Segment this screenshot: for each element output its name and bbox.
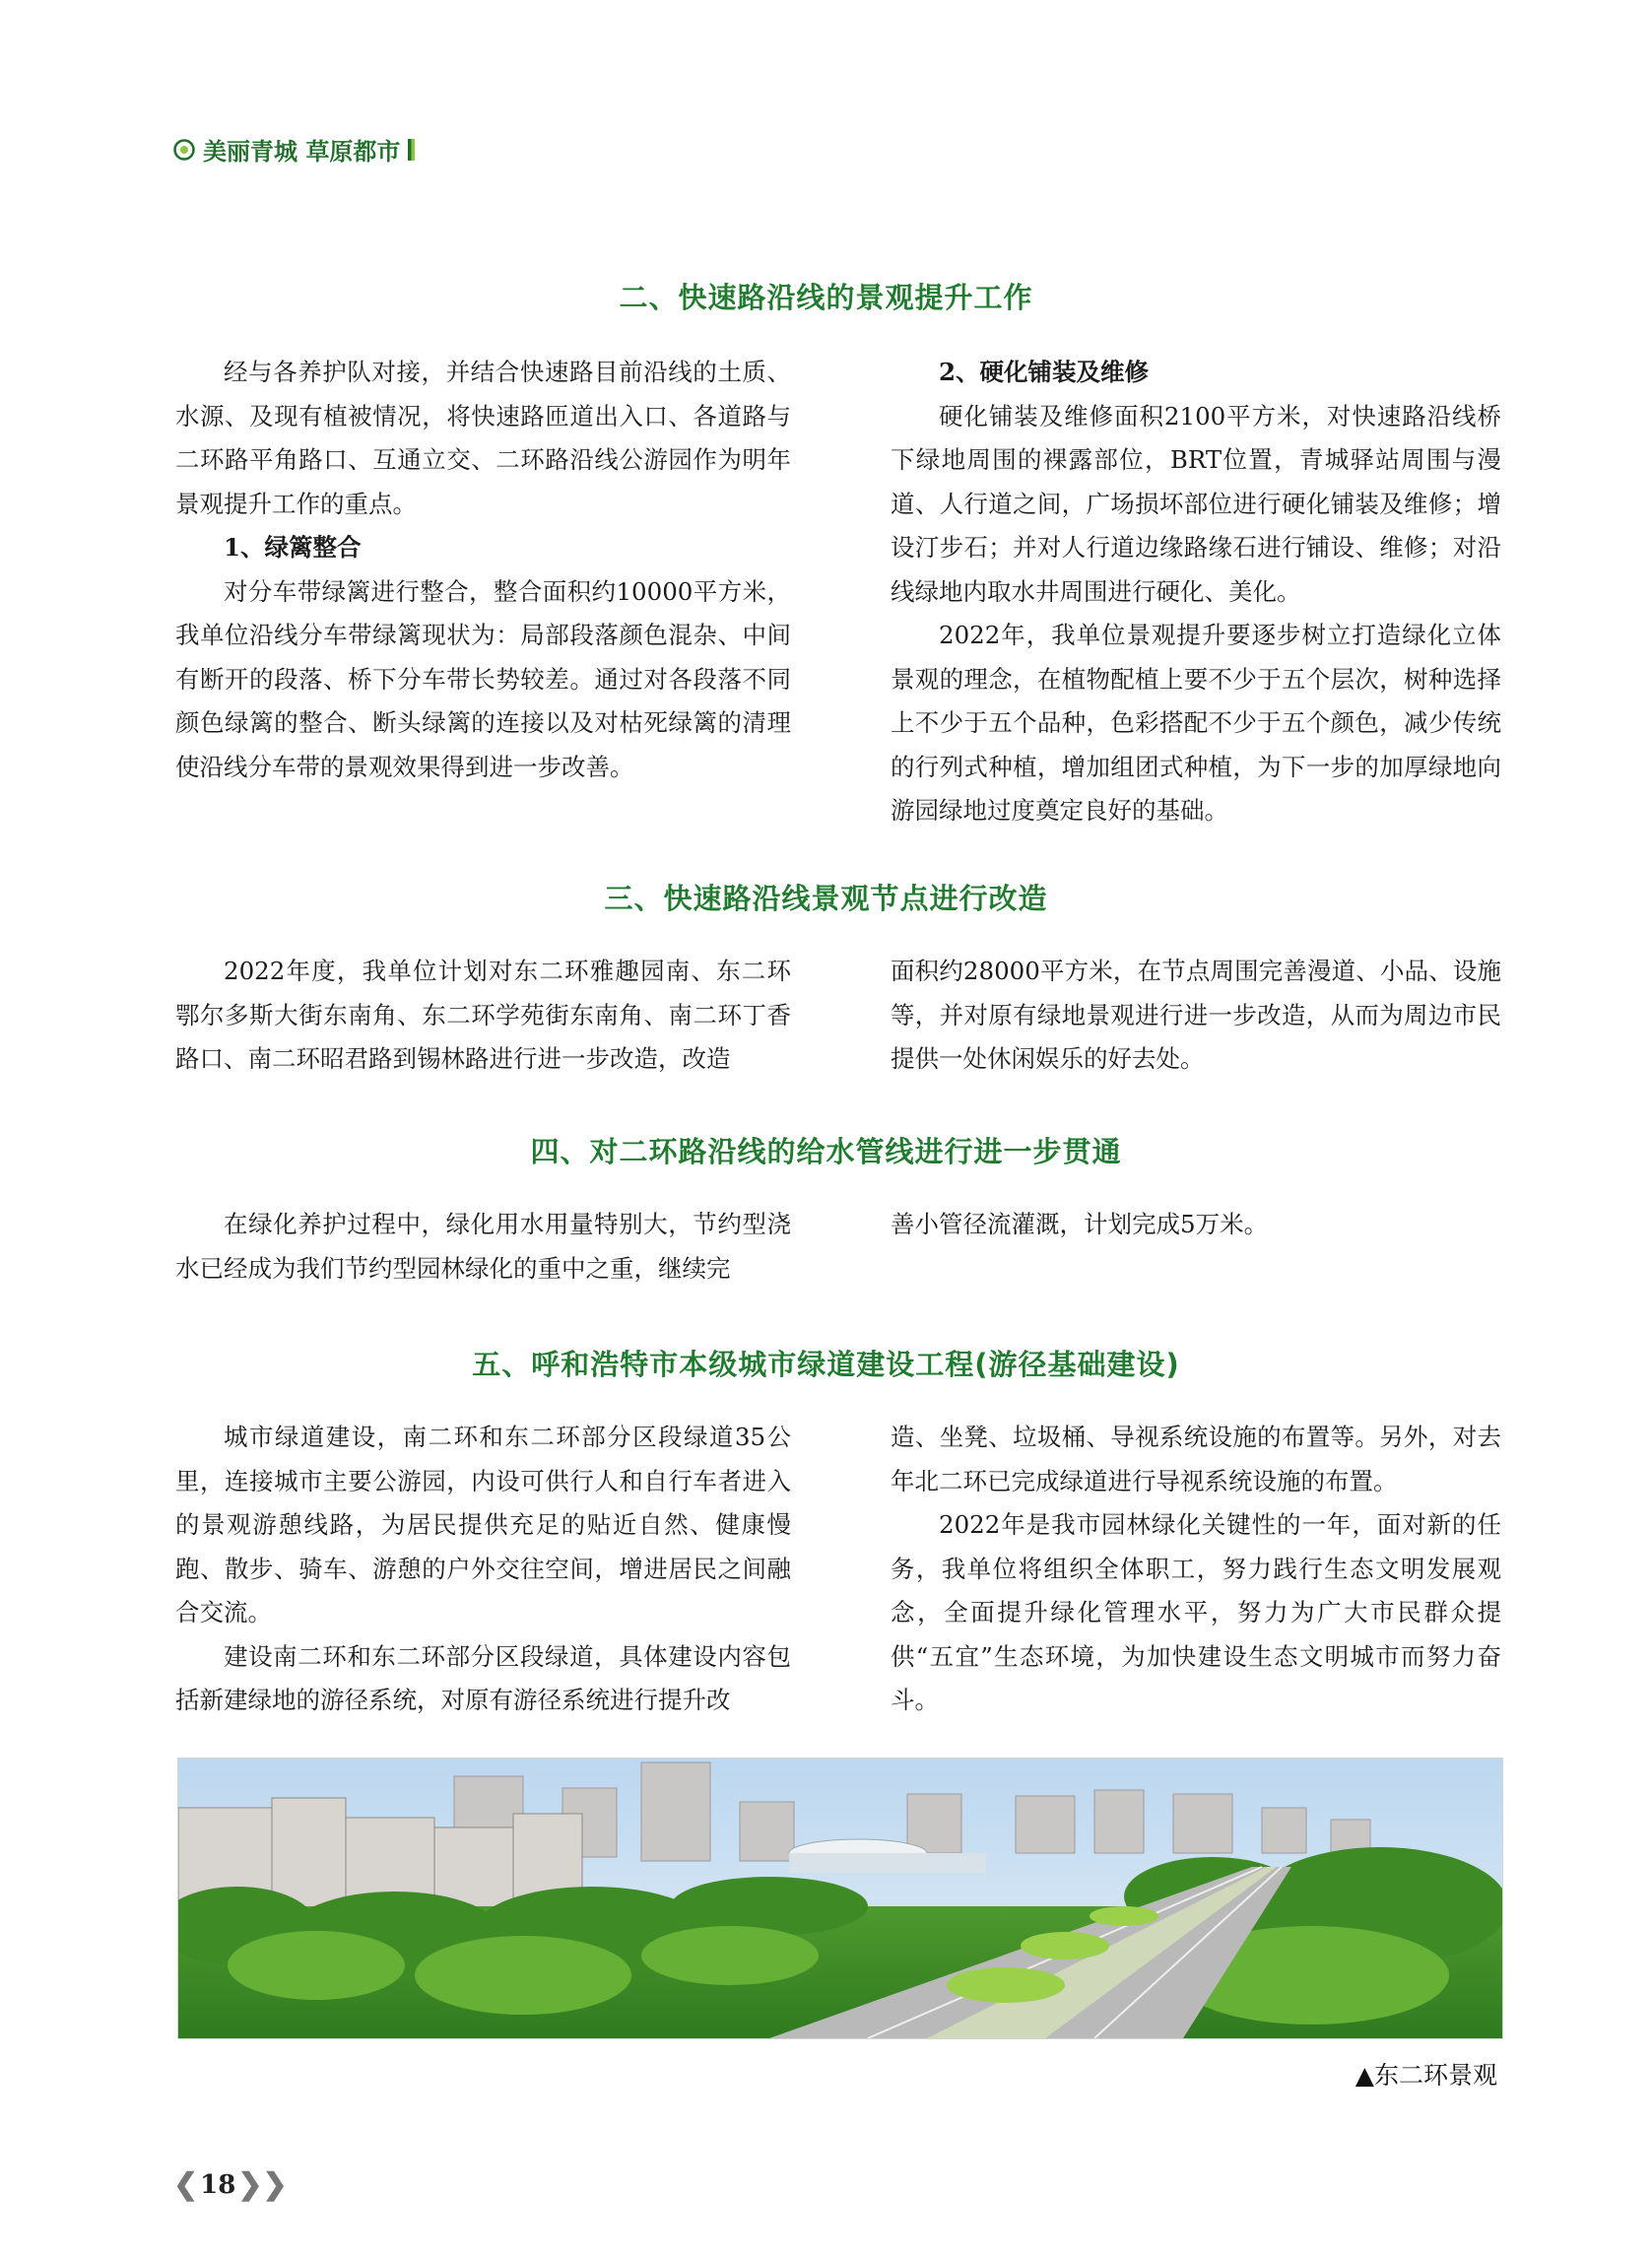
paragraph: 城市绿道建设，南二环和东二环部分区段绿道35公里，连接城市主要公游园，内设可供行人和自行车者进入的景观游憩线路，为居民提供充足的贴近自然、健康慢跑、散步、骑车、游憩的户外交往空间，增进居民之间融合交流。: [175, 1423, 791, 1626]
paragraph: 2022年度，我单位计划对东二环雅趣园南、东二环鄂尔多斯大街东南角、东二环学苑街东南角、南二环丁香路口、南二环昭君路到锡林路进行进一步改造，改造: [175, 957, 791, 1073]
magazine-header: [173, 132, 415, 166]
paragraph: 经与各养护队对接，并结合快速路目前沿线的土质、水源、及现有植被情况，将快速路匝道出入口、各道路与二环路平角路口、互通立交、二环路沿线公游园作为明年景观提升工作的重点。: [175, 358, 791, 518]
chevron-right-icon: ❯❯: [237, 2167, 288, 2202]
page-number: [173, 2167, 288, 2202]
section-4-left-column: [175, 1203, 791, 1291]
paragraph: 2022年是我市园林绿化关键性的一年，面对新的任务，我单位将组织全体职工，努力践行生态文明发展观念，全面提升绿化管理水平，努力为广大市民群众提供“五宜”生态环境，为加快建设生态文明城市而努力奋斗。: [891, 1510, 1501, 1714]
subheading-2: 2、硬化铺装及维修: [939, 358, 1150, 386]
photo-caption: ▲东二环景观: [1355, 2061, 1497, 2090]
paragraph: 造、坐凳、垃圾桶、导视系统设施的布置等。另外，对去年北二环已完成绿道进行导视系统设施的布置。: [891, 1423, 1501, 1495]
section-5-left-column: [175, 1416, 791, 1723]
paragraph: 对分车带绿篱进行整合，整合面积约10000平方米，我单位沿线分车带绿篱现状为：局部段落颜色混杂、中间有断开的段落、桥下分车带长势较差。通过对各段落不同颜色绿篱的整合、断头绿篱的连接以及对枯死绿篱的清理使沿线分车带的景观效果得到进一步改善。: [175, 576, 791, 781]
paragraph: 面积约28000平方米，在节点周围完善漫道、小品、设施等，并对原有绿地景观进行进一步改造，从而为周边市民提供一处休闲娱乐的好去处。: [891, 957, 1501, 1073]
paragraph: 善小管径流灌溉，计划完成5万米。: [891, 1210, 1269, 1238]
section-5-title: 五、呼和浩特市本级城市绿道建设工程(游径基础建设): [472, 1348, 1180, 1381]
section-5-right-column: [891, 1416, 1501, 1723]
section-2-left-column: [175, 351, 791, 789]
section-3-left-column: [175, 950, 791, 1082]
header-bar-icon: [408, 139, 415, 161]
paragraph: 硬化铺装及维修面积2100平方米，对快速路沿线桥下绿地周围的裸露部位，BRT位置，青城驿站周围与漫道、人行道之间，广场损坏部位进行硬化铺装及维修；增设汀步石；并对人行道边缘路缘石进行铺设、维修；对沿线绿地内取水井周围进行硬化、美化。: [891, 401, 1501, 606]
section-3-title: 三、快速路沿线景观节点进行改造: [604, 882, 1048, 915]
section-2-title: 二、快速路沿线的景观提升工作: [619, 281, 1033, 314]
paragraph: 建设南二环和东二环部分区段绿道，具体建设内容包括新建绿地的游径系统，对原有游径系统进行提升改: [175, 1641, 791, 1714]
section-4-title: 四、对二环路沿线的给水管线进行进一步贯通: [530, 1135, 1122, 1168]
subheading-1: 1、绿篱整合: [224, 533, 362, 562]
paragraph: 2022年，我单位景观提升要逐步树立打造绿化立体景观的理念，在植物配植上要不少于五个层次，树种选择上不少于五个品种，色彩搭配不少于五个颜色，减少传统的行列式种植，增加组团式种植，为下一步的加厚绿地向游园绿地过度奠定良好的基础。: [891, 621, 1501, 825]
section-4-right-column: [891, 1203, 1501, 1247]
page-number-value: 18: [200, 2169, 236, 2200]
section-2-right-column: [891, 351, 1501, 833]
paragraph: 在绿化养护过程中，绿化用水用量特别大，节约型浇水已经成为我们节约型园林绿化的重中之重，继续完: [175, 1210, 791, 1283]
circle-logo-icon: [173, 139, 195, 161]
chevron-left-icon: ❮: [173, 2167, 199, 2202]
magazine-title: 美丽青城 草原都市: [203, 138, 401, 166]
ring-road-landscape-photo: [177, 1758, 1503, 2039]
section-3-right-column: [891, 950, 1501, 1082]
